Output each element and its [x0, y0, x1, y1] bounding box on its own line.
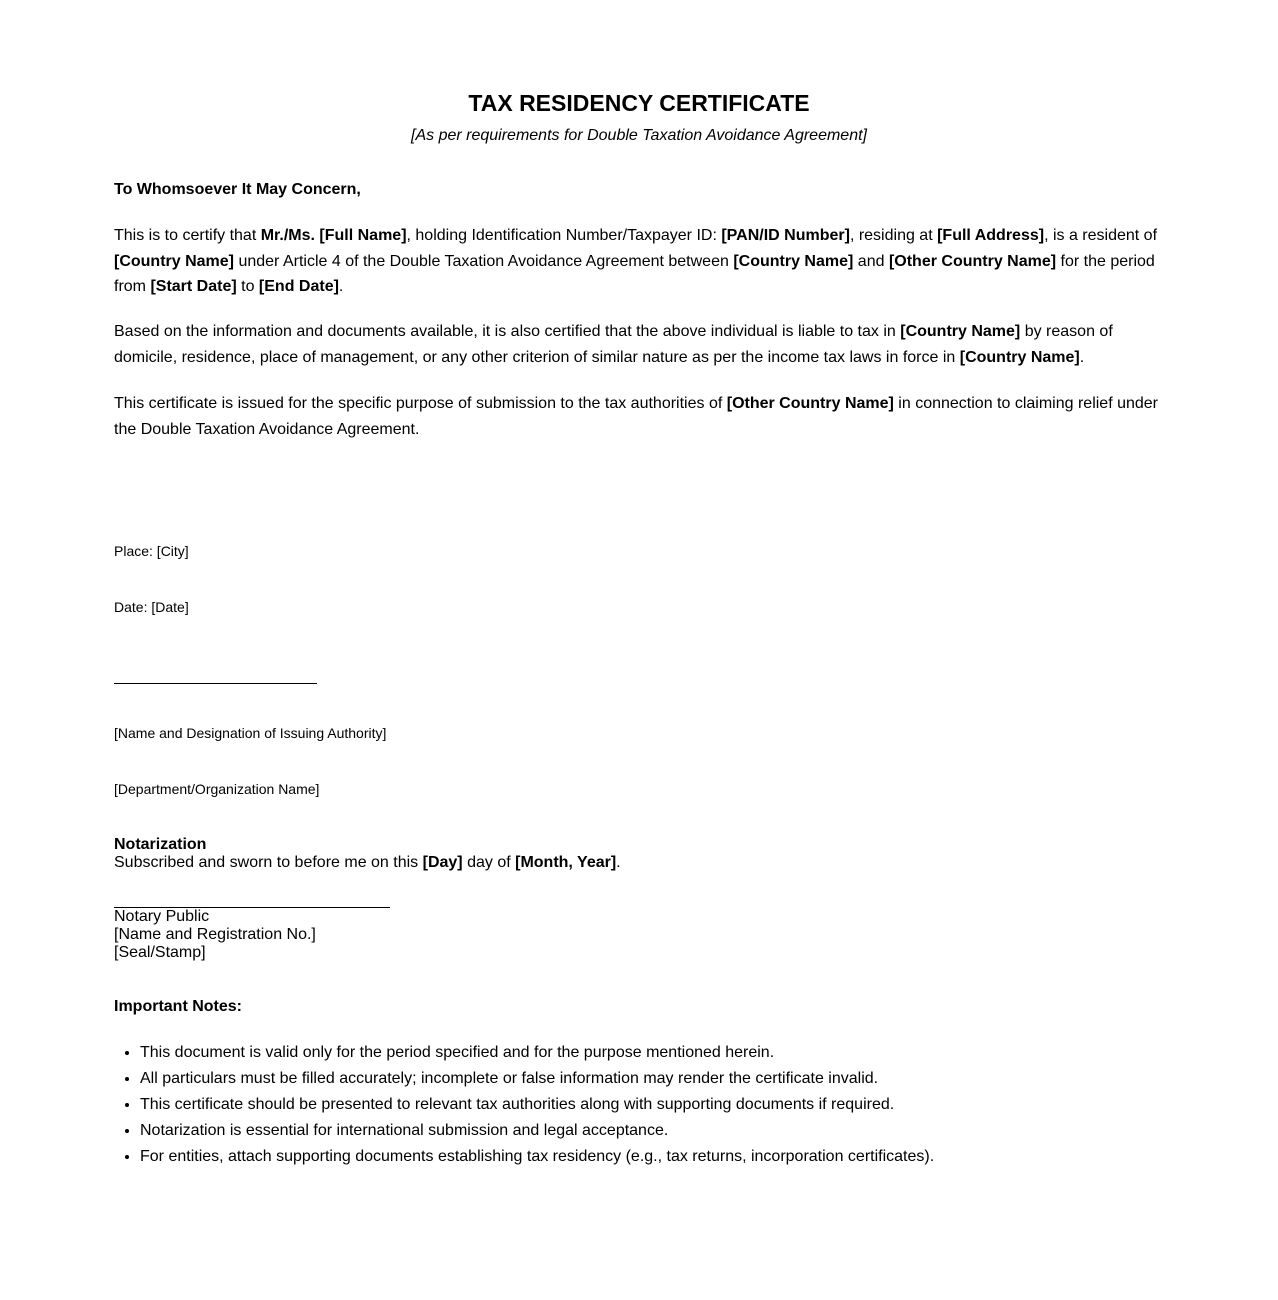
text: Based on the information and documents available, it is also certified that the above individual is liable to tax in	[114, 323, 901, 340]
placeholder-month-year: [Month, Year]	[515, 854, 617, 871]
text: Subscribed and sworn to before me on this	[114, 854, 423, 871]
notes-heading: Important Notes:	[114, 998, 242, 1015]
list-item: • Notarization is essential for international submission and legal acceptance.	[140, 1118, 1160, 1144]
text: by reason of domicile, residence, place of management, or any other criterion of similar nature as per the income tax laws in force in	[114, 323, 1113, 366]
placeholder-country-name: [Country Name]	[959, 348, 1080, 366]
authority-name: [Name and Designation of Issuing Authority]	[114, 725, 387, 741]
placeholder-end-date: [End Date]	[258, 278, 339, 295]
list-item: • This document is valid only for the period specified and for the purpose mentioned herein.	[140, 1040, 1160, 1066]
placeholder-country-name: [Country Name]	[114, 252, 235, 270]
placeholder-country-name: [Country Name]	[900, 323, 1021, 340]
authority-signature-line	[114, 683, 317, 684]
date-line: Date: [Date]	[114, 599, 189, 615]
notary-registration: [Name and Registration No.]	[114, 926, 316, 943]
placeholder-other-country-name: [Other Country Name]	[726, 395, 894, 412]
text: in connection to claiming relief under the Double Taxation Avoidance Agreement.	[114, 395, 1159, 438]
placeholder-other-country-name: [Other Country Name]	[888, 252, 1057, 270]
text: .	[338, 278, 344, 295]
text: and	[853, 252, 889, 270]
certification-paragraph	[114, 223, 1164, 300]
document-title: TAX RESIDENCY CERTIFICATE	[468, 90, 810, 116]
placeholder-id-number: [PAN/ID Number]	[721, 227, 850, 244]
list-item: • For entities, attach supporting documents establishing tax residency (e.g., tax returns, incorporation certificates).	[140, 1144, 1160, 1170]
salutation: To Whomsoever It May Concern,	[114, 181, 361, 198]
text: .	[1079, 348, 1085, 366]
text: under Article 4 of the Double Taxation Avoidance Agreement between	[234, 252, 734, 270]
text: day of	[462, 854, 516, 871]
text: This is to certify that	[114, 227, 261, 244]
list-item: • This certificate should be presented to relevant tax authorities along with supporting documents if required.	[140, 1092, 1160, 1118]
text: to	[236, 278, 259, 295]
placeholder-start-date: [Start Date]	[150, 278, 237, 295]
placeholder-country-name: [Country Name]	[733, 252, 854, 270]
placeholder-full-address: [Full Address]	[937, 227, 1045, 244]
text: for the period from	[114, 252, 1155, 295]
notarization-heading: Notarization	[114, 836, 207, 853]
purpose-paragraph	[114, 391, 1164, 442]
placeholder-full-name: Mr./Ms. [Full Name]	[260, 227, 407, 244]
liability-paragraph	[114, 319, 1164, 370]
notary-public-label: Notary Public	[114, 908, 210, 925]
place-line: Place: [City]	[114, 543, 189, 559]
text: This certificate is issued for the specific purpose of submission to the tax authorities of	[114, 395, 727, 412]
text: , holding Identification Number/Taxpayer ID:	[406, 227, 722, 244]
notary-seal: [Seal/Stamp]	[114, 944, 206, 961]
list-item: • All particulars must be filled accurately; incomplete or false information may render the certificate invalid.	[140, 1066, 1160, 1092]
document-subtitle: [As per requirements for Double Taxation Avoidance Agreement]	[411, 127, 867, 144]
text: , residing at	[849, 227, 938, 244]
text: , is a resident of	[1044, 227, 1158, 244]
department-name: [Department/Organization Name]	[114, 781, 320, 797]
placeholder-day: [Day]	[422, 854, 463, 871]
notes-list	[114, 1040, 1160, 1170]
notarization-statement	[114, 854, 621, 872]
text: .	[616, 854, 621, 871]
